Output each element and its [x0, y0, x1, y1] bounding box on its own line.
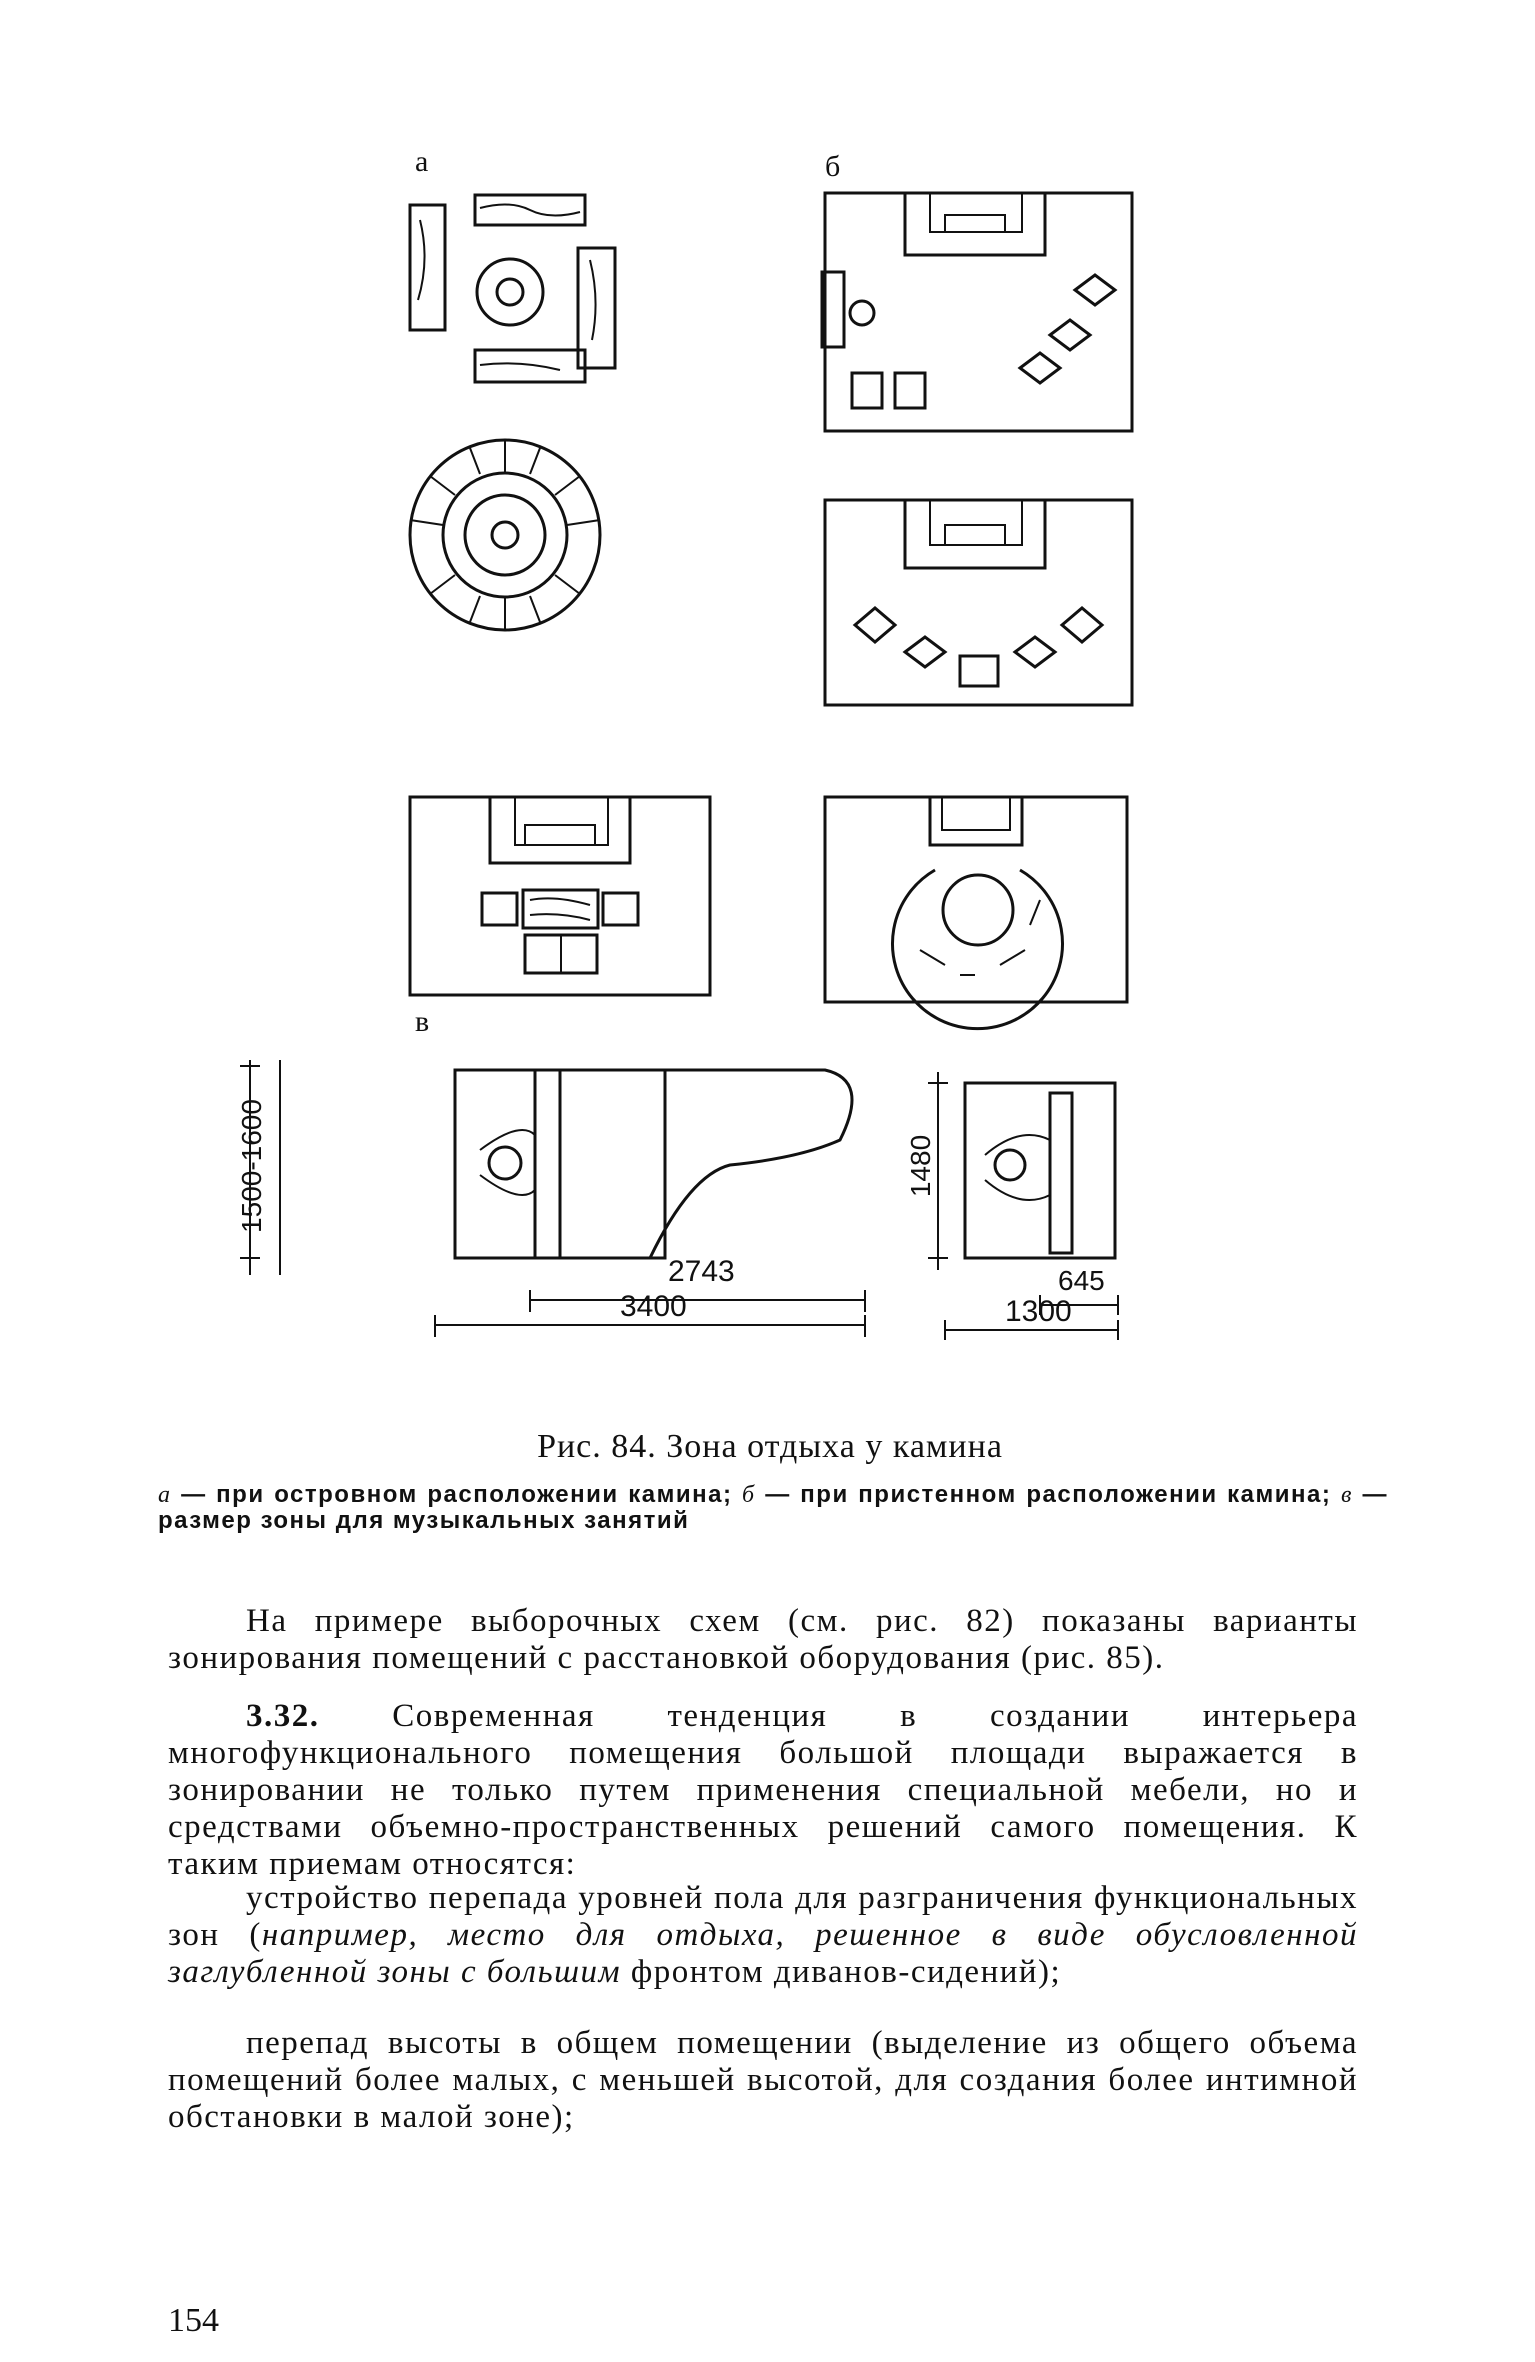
panel-b-room-3 [825, 797, 1127, 1029]
paragraph-3-start: устройство перепада уровней пола для разграничения функциональных зон ( [168, 1880, 1358, 1953]
paragraph-3-italic: например, место для отдыха, решенное в виде обусловленной заглубленной зоны с большим [168, 1917, 1358, 1990]
paragraph-3 [168, 1880, 1358, 1991]
page-number: 154 [168, 2302, 219, 2339]
dim-645: 645 [1058, 1265, 1105, 1296]
figure-subcaption [158, 1482, 1388, 1534]
paragraph-1: На примере выборочных схем (см. рис. 82) показаны варианты зонирования помещений с расстановкой оборудования (рис. 85). [168, 1603, 1358, 1676]
panel-a-round-plan [410, 440, 600, 630]
dim-2743: 2743 [668, 1255, 735, 1288]
caption-v-text: — размер зоны для музыкальных занятий [158, 1481, 1388, 1534]
panel-b-room-1 [822, 193, 1132, 431]
caption-a-mark: а [158, 1482, 172, 1508]
figure-caption: Рис. 84. Зона отдыха у камина [537, 1428, 1003, 1465]
paragraph-2 [168, 1698, 1358, 1883]
paragraph-4: перепад высоты в общем помещении (выделение из общего объема помещений более малых, с меньшей высотой, для создания более интимной обстановки в малой зоне); [168, 2025, 1358, 2135]
paragraph-2-text: Современная тенденция в создании интерьера многофункционального помещения большой площади выражается в зонировании не только путем применения специальной мебели, но и средствами объемно-пространственных решений самого помещения. К таким приемам относятся: [168, 1698, 1358, 1882]
dim-1300: 1300 [1005, 1295, 1072, 1328]
label-a: а [415, 145, 429, 178]
panel-a-wall-plan [410, 797, 710, 995]
paragraph-3-end: фронтом диванов-сидений); [621, 1954, 1062, 1990]
dim-1500-1600: 1500-1600 [235, 1099, 267, 1233]
panel-b-room-2 [825, 500, 1132, 705]
label-v: в [415, 1005, 430, 1038]
caption-v-mark: в [1340, 1482, 1353, 1508]
caption-b-mark: б [742, 1482, 756, 1508]
panel-v-grand-piano [240, 1060, 865, 1337]
label-b: б [825, 150, 841, 183]
caption-b-text: — при пристенном расположении камина; [755, 1481, 1341, 1508]
caption-a-text: — при островном расположении камина; [171, 1481, 743, 1508]
panel-a-top-plan [410, 195, 615, 382]
dim-3400: 3400 [620, 1290, 687, 1323]
section-number: 3.32. [246, 1698, 320, 1734]
dim-1480: 1480 [905, 1134, 937, 1198]
